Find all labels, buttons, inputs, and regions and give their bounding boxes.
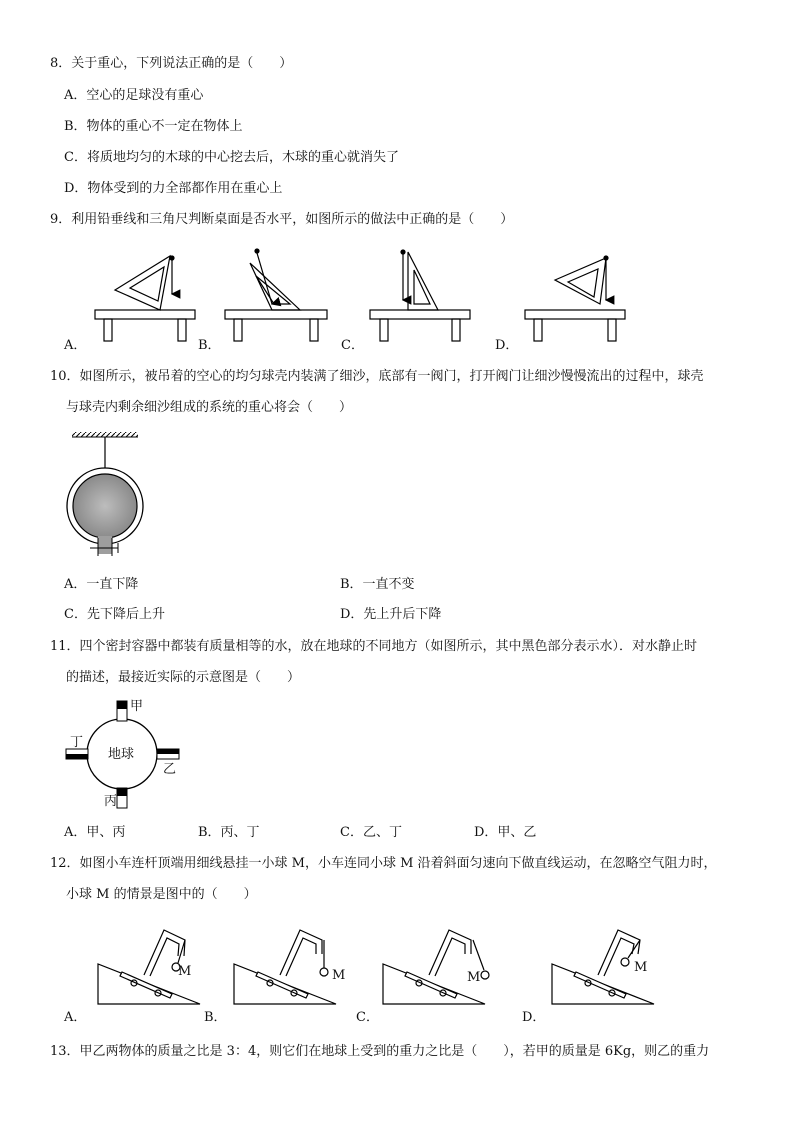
q10-option-c: C．先下降后上升 xyxy=(64,607,165,622)
q8-option-c: C．将质地均匀的木球的中心挖去后，木球的重心就消失了 xyxy=(64,150,399,165)
q9-stem: 9．利用铅垂线和三角尺判断桌面是否水平，如图所示的做法中正确的是（ ） xyxy=(50,212,514,227)
q9-figure xyxy=(60,238,680,350)
q11-option-b: B．丙、丁 xyxy=(198,825,260,840)
q12-label-d: D． xyxy=(522,1010,546,1025)
q12-m-label-d: M xyxy=(634,960,648,975)
q12-stem-line1: 12．如图小车连杆顶端用细线悬挂一小球 M，小车连同小球 M 沿着斜面匀速向下做直线运动，在忽略空气阻力时， xyxy=(50,856,717,871)
q9-label-a: A． xyxy=(64,338,87,353)
q11-earth-label: 地球 xyxy=(108,747,135,762)
q13-stem: 13．甲乙两物体的质量之比是 3：4，则它们在地球上受到的重力之比是（ ），若甲的质量是 6Kg，则乙的重力 xyxy=(50,1044,710,1059)
q10-option-b: B．一直不变 xyxy=(340,577,415,592)
q9-label-b: B． xyxy=(198,338,221,353)
q10-option-a: A．一直下降 xyxy=(64,577,139,592)
q9-figure-c xyxy=(370,250,470,341)
q10-figure xyxy=(60,428,150,568)
q11-stem-line1: 11．四个密封容器中都装有质量相等的水，放在地球的不同地方（如图所示，其中黑色部分表示水）．对水静止时 xyxy=(50,639,698,654)
q12-m-label-a: M xyxy=(178,964,192,979)
q12-figure-c xyxy=(383,930,489,1004)
q11-option-a: A．甲、丙 xyxy=(64,825,126,840)
q9-figure-a xyxy=(95,256,195,341)
q8-stem: 8．关于重心，下列说法正确的是（ ） xyxy=(50,56,293,71)
q10-stem-line1: 10．如图所示，被吊着的空心的均匀球壳内装满了细沙，底部有一阀门，打开阀门让细沙慢慢流出的过程中，球壳 xyxy=(50,369,704,384)
q11-bing-label: 丙 xyxy=(104,794,118,809)
q9-figure-d xyxy=(525,256,625,341)
q12-figure-b xyxy=(234,930,336,1004)
q10-stem-line2: 与球壳内剩余细沙组成的系统的重心将会（ ） xyxy=(66,400,353,415)
q12-stem-line2: 小球 M 的情景是图中的（ ） xyxy=(66,887,257,902)
q12-label-c: C． xyxy=(356,1010,379,1025)
q12-label-a: A． xyxy=(64,1010,87,1025)
q8-option-a: A．空心的足球没有重心 xyxy=(64,88,204,103)
q9-label-c: C． xyxy=(341,338,364,353)
q12-label-b: B． xyxy=(204,1010,227,1025)
q11-stem-line2: 的描述，最接近实际的示意图是（ ） xyxy=(66,670,301,685)
q8-option-d: D．物体受到的力全部都作用在重心上 xyxy=(64,181,283,196)
q11-option-c: C．乙、丁 xyxy=(340,825,402,840)
q11-ding-label: 丁 xyxy=(70,735,84,750)
q12-m-label-c: M xyxy=(467,970,481,985)
q10-option-d: D．先上升后下降 xyxy=(340,607,442,622)
q8-option-b: B．物体的重心不一定在物体上 xyxy=(64,119,243,134)
q11-yi-label: 乙 xyxy=(163,762,177,777)
q12-m-label-b: M xyxy=(332,968,346,983)
q9-figure-b xyxy=(225,249,327,341)
q11-jia-label: 甲 xyxy=(130,699,144,714)
q11-option-d: D．甲、乙 xyxy=(474,825,537,840)
q9-label-d: D． xyxy=(495,338,519,353)
q12-figure xyxy=(60,918,700,1010)
